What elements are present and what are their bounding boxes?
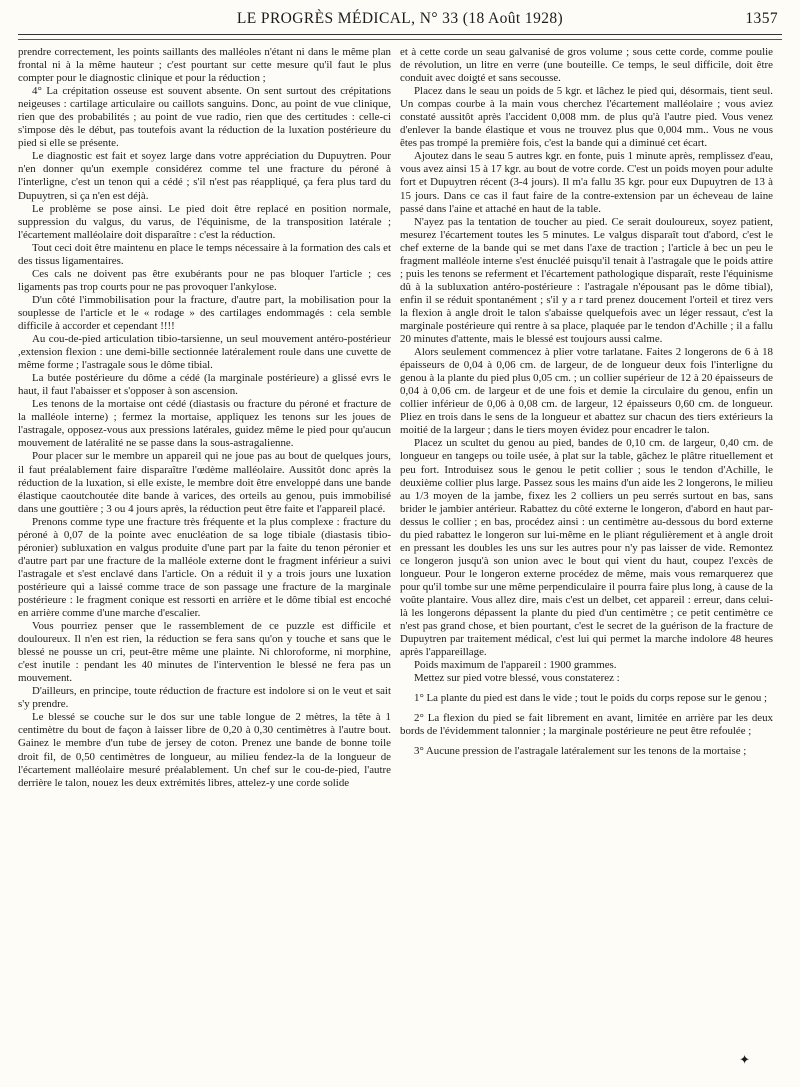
paragraph: Placez un scultet du genou au pied, bandes de 0,10 cm. de largeur, 0,40 cm. de longueur en tangeps ou toile usée, à plat sur la table, gâchez le plâtre rituellement et peu fort. Introduisez sous le genou le petit collier ; sous le tendon d'Achille, le deuxième collier plus large. Passez sous les mains d'un aide les 2 longerons, le milieu au 1/3 moyen de la jambe, fixez les 2 colliers un peu serrés surtout en bas, sans brider le jambier antérieur. Rabattez du côté externe le longeron, d'abord en haut par-dessus le collier ; en bas, procédez ainsi : un centimètre au-dessous du bord externe du pied rabattez le longeron sur lui-même en le pliant régulièrement et à angle droit en pressant les doubles les uns sur les autres pour n'y pas laisser de vide. Remontez ce longeron jusqu'à son union avec le bout qui vient du haut, coupez l'excès de longueur. Pour le longeron externe procédez de même, mais vous remarquerez que pour qu'il tombe sur une même perpendiculaire il pourra faire plus long, à cause de la voûte plantaire. Vous allez dire, mais c'est un delbet, cet appareil : erreur, dans celui-là les longerons dépassent la plante du pied d'un centimètre ; ce petit centimètre ce n'est pas grand chose, et bien pourtant, c'est le secret de la guérison de la fracture de Dupuytren par traitement médical, c'est lui qui permet la marche indolore 48 heures après l'appareillage. xyxy=(400,437,773,659)
paragraph: Prenons comme type une fracture très fréquente et la plus complexe : fracture du péroné à 0,07 de la pointe avec enucléation de sa loge tibiale (diastasis tibio-péronier) subluxation en valgus produite d'une part par la faite du tenon péronier et d'autre part par une fracture de la malléole externe dont le fragment inférieur a suivi l'astragale et s'est enclavé dans l'article. On a réduit il y a trois jours une luxation postérieure qui a laissé comme trace de son passage une fracture de la marginale postérieure : le fragment conique est ressorti en arrière et le dôme tibial est encoché en arrière comme d'une marche d'escalier. xyxy=(18,515,391,620)
header-rule xyxy=(18,34,782,40)
paragraph: Alors seulement commencez à plier votre tarlatane. Faites 2 longerons de 6 à 18 épaisseurs de 0,04 à 0,06 cm. de largeur, de de longueur deux fois l'interligne du genou à la plante du pied plus 0,05 cm. ; un collier supérieur de 12 à 20 épaisseurs de 0,04 à 0,06 cm. de largeur et de une fois et demie la circulaire du genou, enfin un collier inférieur de 0,06 à 0,08 cm. de largeur, 12 épaisseurs 0,60 cm. de longueur. Pliez en trois dans le sens de la longueur et abattez sur chacun des tiers extérieurs la moitié de la largeur ; dans le tiers moyen évidez pour encadrer le talon. xyxy=(400,346,773,437)
left-column xyxy=(18,46,391,1076)
paragraph: D'un côté l'immobilisation pour la fracture, d'autre part, la mobilisation pour la souplesse de l'article et le « rodage » des cartilages endommagés : cela semble difficile à accorder et cependant !!!! xyxy=(18,293,391,332)
paragraph: Tout ceci doit être maintenu en place le temps nécessaire à la formation des cals et des tissus ligamentaires. xyxy=(18,241,391,267)
paragraph: La butée postérieure du dôme a cédé (la marginale postérieure) a glissé evrs le haut, il faut l'abaisser et s'opposer à son ascension. xyxy=(18,372,391,398)
paragraph: N'ayez pas la tentation de toucher au pied. Ce serait douloureux, soyez patient, mesurez l'écartement toutes les 5 minutes. Le valgus disparaît tout d'abord, c'est le chef externe de la bande qui se met dans l'axe de traction ; l'article à bec un peu le fragment malléole interne s'est énucléé puisqu'il tenait à l'astragale que le poids attire ; puis les tenons se referment et l'écartement pathologique disparaît, reste l'équinisme dû à la subluxation antéro-postérieure : l'astragale n'épousant pas le dôme tibial), enfin il se réduit spontanément ; s'il y a r tard prenez doucement l'orteil et tirez vers la flexion à angle droit le talon s'abaisse quelquefois avec un léger ressaut, c'est la marginale postérieure qui rentre à sa place, plaquée par le tendon d'Achille ; il a fallu 20 minutes d'attente, mais le blessé est toujours aussi calme. xyxy=(400,215,773,346)
paragraph: et à cette corde un seau galvanisé de gros volume ; sous cette corde, comme poulie de révolution, un litre en verre (une bouteille. Ce temps, le seul difficile, doit être conduit avec doigté et sans secousse. xyxy=(400,46,773,85)
list-item: 3° Aucune pression de l'astragale latéralement sur les tenons de la mortaise ; xyxy=(414,745,747,758)
page-number: 1357 xyxy=(745,10,778,27)
list-item: 2° La flexion du pied se fait librement en avant, limitée en arrière par les deux bords de l'évidemment talonnier ; la marginale postérieure ne peut être refoulée ; xyxy=(400,712,773,738)
paragraph: Ajoutez dans le seau 5 autres kgr. en fonte, puis 1 minute après, remplissez d'eau, vous avez ainsi 15 à 17 kgr. au bout de votre corde. C'est un poids moyen pour adulte fort et Dupuytren récent (3-4 jours). Il m'a fallu 35 kgr. pour eux Dupuytren de 13 à 15 jours. Dans ce cas il faut faire de la contre-extension par un écheveau de laine passé dans l'aine et attaché en haut de la table. xyxy=(400,150,773,215)
paragraph: Placez dans le seau un poids de 5 kgr. et lâchez le pied qui, désormais, tient seul. Un compas courbe à la main vous cherchez l'écartement malléolaire ; vous aviez constaté aussitôt après l'accident 0,008 mm. de plus qu'à l'autre pied. Vous venez d'enlever la bande élastique et vous ne trouvez plus que 0,004 mm.. Vous ne vous êtes pas trompé la première fois, c'est la bande qui a diminué cet écart. xyxy=(400,85,773,150)
paragraph: Mettez sur pied votre blessé, vous constaterez : xyxy=(414,672,620,685)
paragraph: Poids maximum de l'appareil : 1900 grammes. xyxy=(414,659,617,672)
fleuron-ornament: ✦ xyxy=(739,1052,750,1067)
right-column xyxy=(400,46,773,1076)
paragraph: prendre correctement, les points saillants des malléoles n'étant ni dans le même plan frontal ni à la même hauteur ; c'est pourtant sur cette mesure qu'il faut le plus compter pour le diagnostic clinique et pour la réduction ; xyxy=(18,46,391,85)
paragraph: Vous pourriez penser que le rassemblement de ce puzzle est difficile et douloureux. Il n'en est rien, la réduction se fera sans qu'on y touche et sans que le blessé ne pousse un cri, peut-être même une plainte. Ni chloroforme, ni morphine, c'est inutile : pendant les 40 minutes de l'intervention le blessé ne fera pas un mouvement. xyxy=(18,620,391,685)
paragraph: 4° La crépitation osseuse est souvent absente. On sent surtout des crépitations neigeuses : cartilage articulaire ou caillots sanguins. Donc, au point de vue clinique, rien que des probabilités ; au point de vue radio, rien que des certitudes : celle-ci s'impose dès le début, pas toutefois avant la réduction de la luxation postérieure du pied si elle se présente. xyxy=(18,85,391,150)
running-header xyxy=(18,10,782,32)
paragraph: Ces cals ne doivent pas être exubérants pour ne pas bloquer l'article ; ces ligaments pas trop courts pour ne pas provoquer l'ankylose. xyxy=(18,267,391,293)
journal-title: LE PROGRÈS MÉDICAL, N° 33 (18 Août 1928) xyxy=(236,10,564,27)
paragraph: Au cou-de-pied articulation tibio-tarsienne, un seul mouvement antéro-postérieur ,extension flexion : une demi-bille sectionnée latéralement roule dans une cuvette de même forme ; l'astragale sous le dôme tibial. xyxy=(18,333,391,372)
paragraph: Le diagnostic est fait et soyez large dans votre appréciation du Dupuytren. Pour n'en donner qu'un exemple considérez comme tel une fracture du péroné à l'interligne, c'est un tenon qui a cédé ; s'il n'est pas réappliqué, ça fera plus tard du Dupuytren, si ça n'en est déjà. xyxy=(18,150,391,202)
list-item: 1° La plante du pied est dans le vide ; tout le poids du corps repose sur le genou ; xyxy=(414,692,768,705)
paragraph: D'ailleurs, en principe, toute réduction de fracture est indolore si on le veut et sait s'y prendre. xyxy=(18,685,391,711)
paragraph: Le problème se pose ainsi. Le pied doit être replacé en position normale, suppression du valgus, du varus, de l'équinisme, de la transposition latérale ; l'écartement malléolaire doit disparaître : c'est la réduction. xyxy=(18,202,391,241)
paragraph: Pour placer sur le membre un appareil qui ne joue pas au bout de quelques jours, il faut préalablement faire disparaître l'œdème malléolaire. Aussitôt donc après la réduction de la luxation, si elle existe, le membre doit être enveloppé dans une bande élastique caoutchoutée dite bande à varices, des orteils au genou, puis immobilisé dans une gouttière ; 3 ou 4 jours après, la réduction peut être faite et l'appareil placé. xyxy=(18,450,391,515)
paragraph: Les tenons de la mortaise ont cédé (diastasis ou fracture du péroné et fracture de la malléole interne) ; fermez la mortaise, appliquez les tenons sur les joues de l'astragale, opposez-vous aux pressions latérales, guidez même le pied pour qu'aucun mouvement de latéralité ne se passe dans la sous-astragalienne. xyxy=(18,398,391,450)
paragraph: Le blessé se couche sur le dos sur une table longue de 2 mètres, la tête à 1 centimètre du bout de façon à laisser libre de 0,20 à 0,30 centimètres à l'autre bout. Gainez le membre d'un tube de jersey de coton. Prenez une bande de bonne toile droit fil, de 0,50 centimètres de longueur, au milieu fendez-la de la longueur de l'écartement malléolaire mesuré préalablement. Un chef sur le cou-de-pied, l'autre derrière le talon, nouez les deux extrémités libres, attelez-y une corde solide xyxy=(18,711,391,789)
